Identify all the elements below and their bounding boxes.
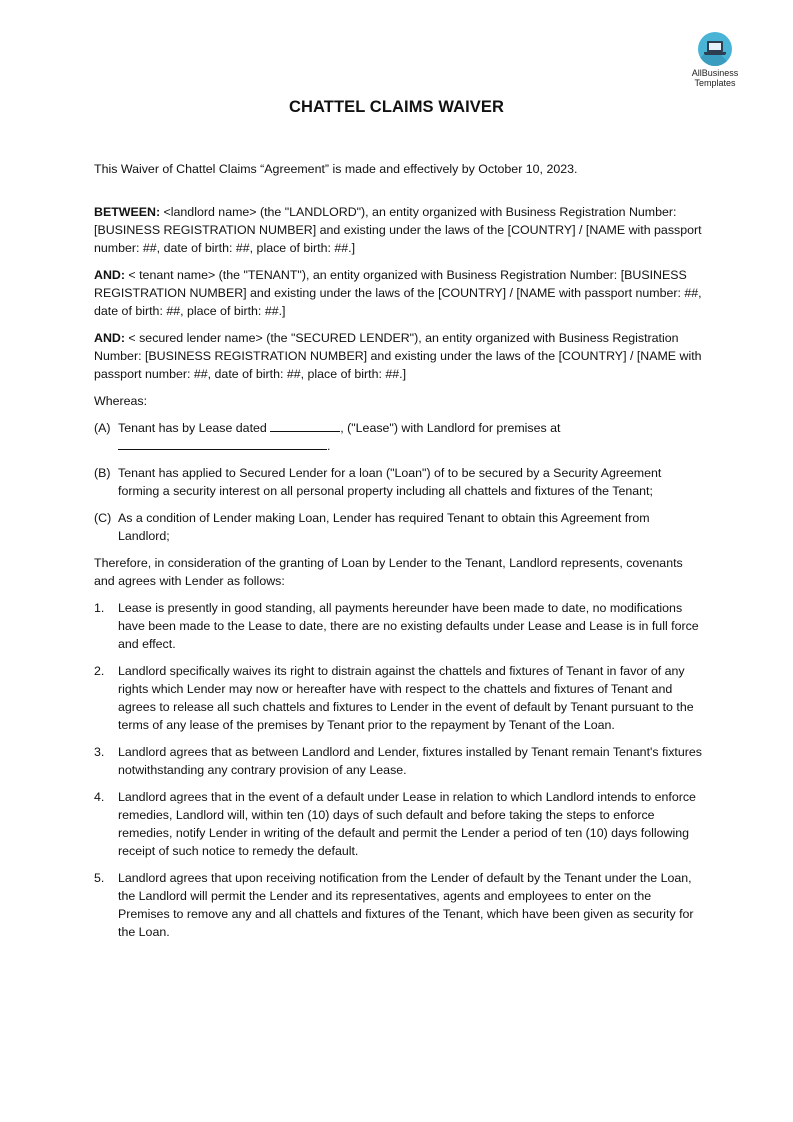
clause-5 [94,869,704,941]
logo-text: AllBusiness Templates [691,68,739,88]
party-text: < secured lender name> (the "SECURED LENDER"), an entity organized with Business Registration Number: [BUSINESS REGISTRATION NUMBER] and existing under the laws of the [COUNTRY] / [NAME with passport number: ##, date of birth: ##, place of birth: ##.] [94,331,702,381]
recital-a: (A) Tenant has by Lease dated , ("Lease") with Landlord for premises at . [94,421,561,453]
clause-number: 1. [94,601,105,615]
clause-3 [94,743,704,779]
clause-text: Landlord specifically waives its right to distrain against the chattels and fixtures of Tenant in favor of any rights which Lender may now or hereafter have with respect to the chattels and fixtures of Tenant and agrees to release all such chattels and fixtures to Lender in the event of default by Tenant pursuant to the terms of any lease of the premises by Tenant prior to the repayment by Tenant of the Loan. [118,664,694,732]
recital-b [94,464,704,500]
clause-4 [94,788,704,860]
clause-text: Landlord agrees that as between Landlord and Lender, fixtures installed by Tenant remain Tenant's fixtures notwithstanding any contrary provision of any Lease. [118,745,702,777]
party-secured-lender [94,329,704,383]
clause-2 [94,662,704,734]
clause-number: 3. [94,745,105,759]
party-tenant [94,266,704,320]
whereas-label: Whereas: [94,394,148,408]
party-label: AND: [94,268,125,282]
document-body [94,160,704,950]
recital-text: As a condition of Lender making Loan, Lender has required Tenant to obtain this Agreement from Landlord; [118,511,650,543]
recital-text: Tenant has applied to Secured Lender for a loan ("Loan") of to be secured by a Security Agreement forming a security interest on all personal property including all chattels and fixtures of the Tenant; [118,466,662,498]
clause-number: 4. [94,790,105,804]
party-label: AND: [94,331,125,345]
clause-1 [94,599,704,653]
lease-date-blank[interactable] [270,419,340,432]
party-label: BETWEEN: [94,205,161,219]
recital-c [94,509,704,545]
therefore-paragraph: Therefore, in consideration of the granting of Loan by Lender to the Tenant, Landlord represents, covenants and agrees with Lender as follows: [94,556,683,588]
allbusiness-templates-logo [686,32,744,88]
recital-marker: (B) [94,466,111,480]
recital-marker: (C) [94,511,112,525]
intro-paragraph: This Waiver of Chattel Claims “Agreement” is made and effectively by October 10, 2023. [94,162,578,176]
recital-marker: (A) [94,421,111,435]
clause-number: 5. [94,871,105,885]
clause-number: 2. [94,664,105,678]
premises-address-blank[interactable] [118,437,327,450]
clause-text: Lease is presently in good standing, all payments hereunder have been made to date, no modifications have been made to the Lease to date, there are no existing defaults under Lease and Lease is in full force and effect. [118,601,699,651]
party-text: < tenant name> (the "TENANT"), an entity organized with Business Registration Number: [BUSINESS REGISTRATION NUMBER] and existing under the laws of the [COUNTRY] / [NAME with passport number: ##, date of birth: ##, place of birth: ##.] [94,268,702,318]
clause-text: Landlord agrees that in the event of a default under Lease in relation to which Landlord intends to enforce remedies, Landlord will, within ten (10) days of such default and before taking the steps to enforce remedies, notify Lender in writing of the default and permit the Lender a period of ten (10) days following receipt of such notice to remedy the default. [118,790,696,858]
party-text: <landlord name> (the "LANDLORD"), an entity organized with Business Registration Number: [BUSINESS REGISTRATION NUMBER] and existing under the laws of the [COUNTRY] / [NAME with passport number: ##, date of birth: ##, place of birth: ##.] [94,205,702,255]
laptop-icon [698,32,732,66]
party-landlord [94,203,704,257]
clause-text: Landlord agrees that upon receiving notification from the Lender of default by the Tenant under the Loan, the Landlord will permit the Lender and its representatives, agents and employees to enter on the Premises to remove any and all chattels and fixtures of the Tenant, which have been given as security for the Loan. [118,871,694,939]
document-title: CHATTEL CLAIMS WAIVER [288,98,505,116]
